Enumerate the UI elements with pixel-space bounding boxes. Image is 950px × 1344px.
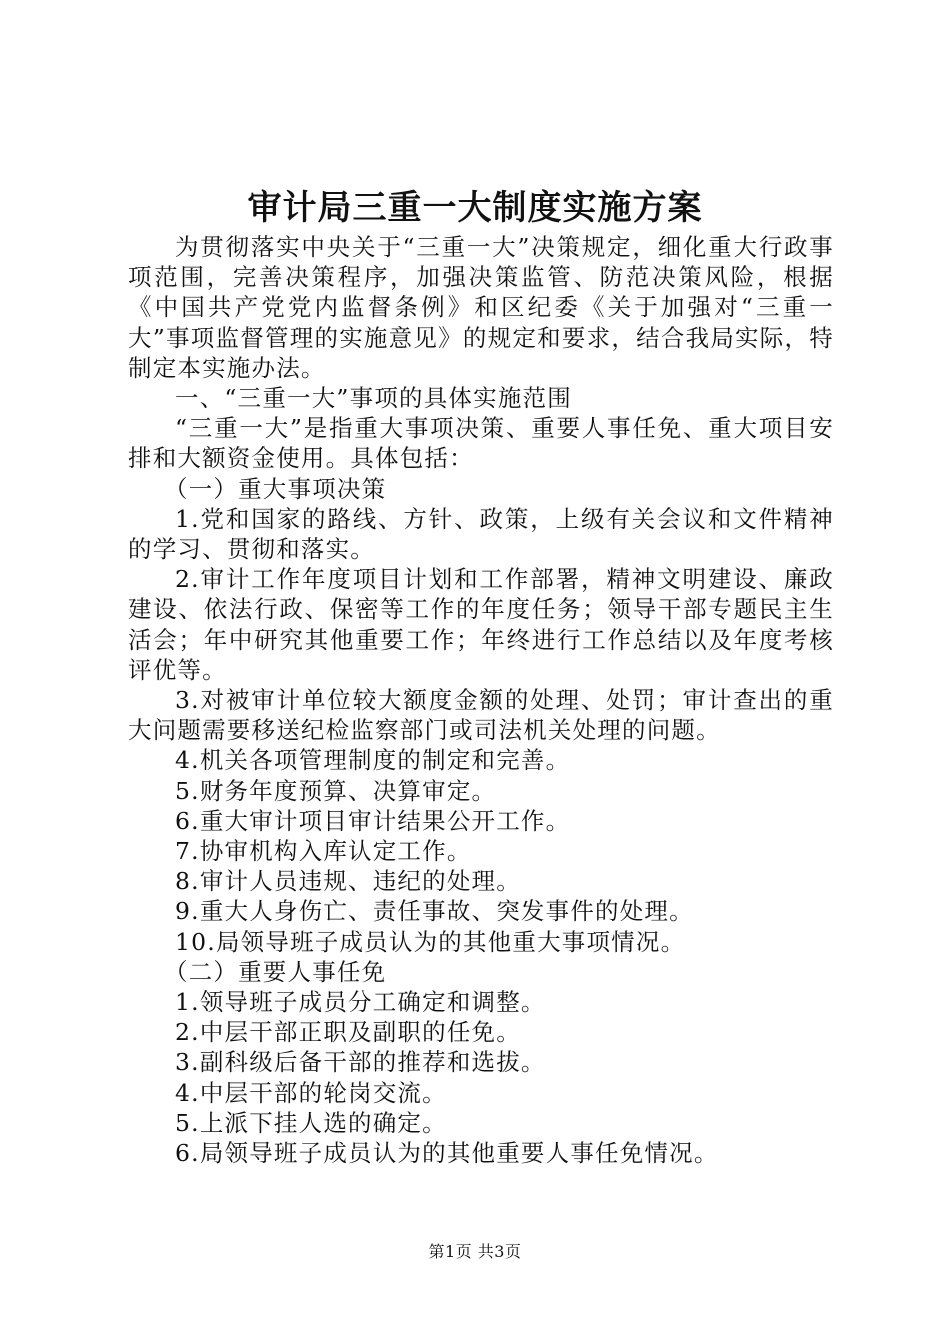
list-item: 7.协审机构入库认定工作。 <box>175 837 472 866</box>
list-item: 9.重大人身伤亡、责任事故、突发事件的处理。 <box>175 897 694 926</box>
subsection-heading-major-decisions: （一）重大事项决策 <box>164 474 387 503</box>
list-item: 5.财务年度预算、决算审定。 <box>175 776 497 805</box>
list-item: 8.审计人员违规、违纪的处理。 <box>175 867 521 896</box>
list-item: 1.党和国家的路线、方针、政策，上级有关会议和文件精神的学习、贯彻和落实。 <box>128 504 834 564</box>
list-item: 5.上派下挂人选的确定。 <box>175 1108 447 1137</box>
list-item: 2.审计工作年度项目计划和工作部署，精神文明建设、廉政建设、依法行政、保密等工作的年度任务；领导干部专题民主生活会；年中研究其他重要工作；年终进行工作总结以及年度考核评优等。 <box>128 565 834 684</box>
list-item: 3.副科级后备干部的推荐和选拔。 <box>175 1048 546 1077</box>
list-item: 1.领导班子成员分工确定和调整。 <box>175 988 546 1017</box>
document-body <box>128 232 834 1168</box>
subsection-heading-personnel: （二）重要人事任免 <box>164 957 387 986</box>
list-item: 2.中层干部正职及副职的任免。 <box>175 1018 521 1047</box>
intro-paragraph: 为贯彻落实中央关于“三重一大”决策规定，细化重大行政事项范围，完善决策程序，加强决策监管、防范决策风险，根据《中国共产党党内监督条例》和区纪委《关于加强对“三重一大”事项监督管理的实施意见》的规定和要求，结合我局实际，特制定本实施办法。 <box>128 233 834 382</box>
definition-paragraph: “三重一大”是指重大事项决策、重要人事任免、重大项目安排和大额资金使用。具体包括： <box>128 414 834 473</box>
list-item: 6.局领导班子成员认为的其他重要人事任免情况。 <box>175 1139 719 1168</box>
section-heading-scope: 一、“三重一大”事项的具体实施范围 <box>175 384 572 413</box>
page-footer: 第1页 共3页 <box>428 1242 522 1261</box>
list-item: 3.对被审计单位较大额度金额的处理、处罚；审计查出的重大问题需要移送纪检监察部门或司法机关处理的问题。 <box>128 686 834 745</box>
list-item: 6.重大审计项目审计结果公开工作。 <box>175 806 571 835</box>
list-item: 10.局领导班子成员认为的其他重大事项情况。 <box>175 927 686 956</box>
list-item: 4.机关各项管理制度的制定和完善。 <box>175 746 571 775</box>
list-item: 4.中层干部的轮岗交流。 <box>175 1078 447 1107</box>
document-title: 审计局三重一大制度实施方案 <box>247 188 703 228</box>
